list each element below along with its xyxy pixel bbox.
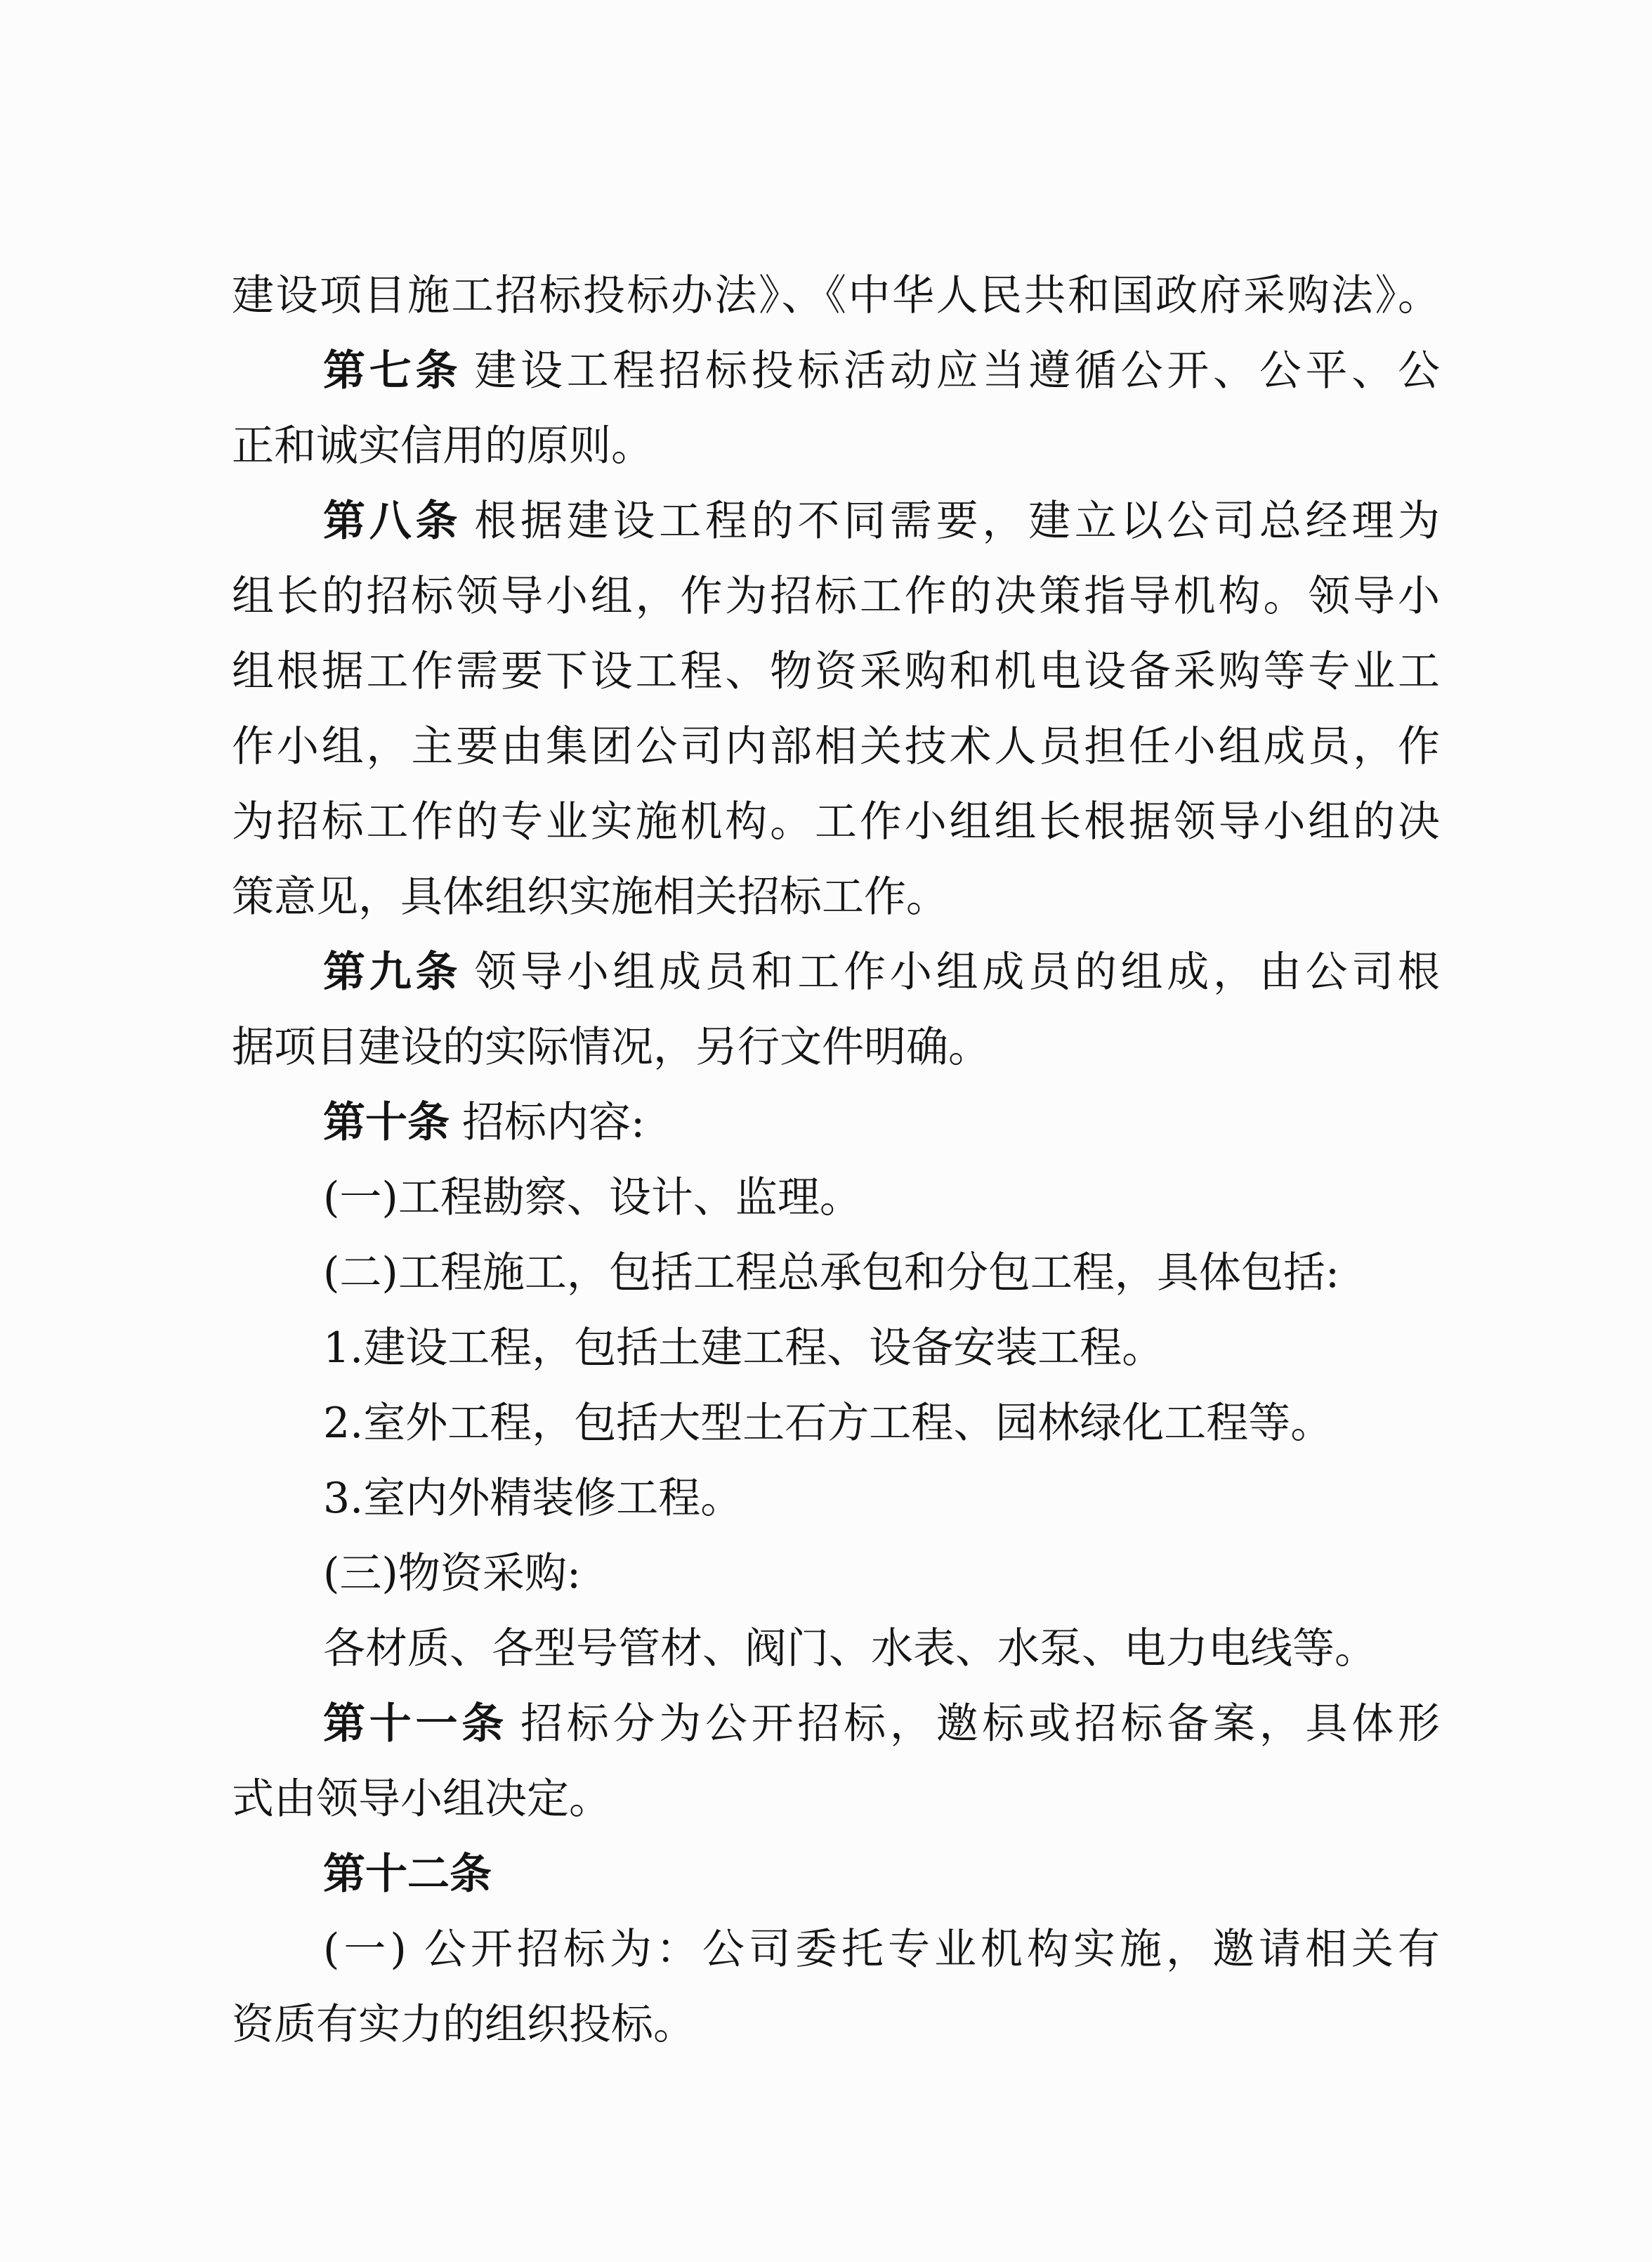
article-11-line: [232, 1687, 1440, 1762]
article-heading: 第九条: [323, 948, 462, 997]
article-heading: 第八条: [323, 497, 462, 546]
list-item: 3.室内外精装修工程。: [323, 1474, 743, 1523]
article-heading: 第十条: [323, 1098, 450, 1147]
text-line: 式由领导小组决定。: [232, 1774, 611, 1824]
text: 招标分为公开招标，邀标或招标备案，具体形: [520, 1699, 1440, 1748]
list-item: (三)物资采购:: [323, 1549, 582, 1598]
text-line: 据项目建设的实际情况，另行文件明确。: [232, 1023, 990, 1072]
list-item: (二)工程施工，包括工程总承包和分包工程，具体包括:: [323, 1248, 1340, 1297]
text-line: 作小组，主要由集团公司内部相关技术人员担任小组成员，作: [232, 722, 1440, 771]
list-item: 2.室外工程，包括大型土石方工程、园林绿化工程等。: [323, 1399, 1333, 1448]
text-line: 资质有实力的组织投标。: [232, 2000, 695, 2049]
text-line: 为招标工作的专业实施机构。工作小组组长根据领导小组的决: [232, 797, 1440, 846]
article-12-line: [232, 1837, 1440, 1912]
text: 建设工程招标投标活动应当遵循公开、公平、公: [474, 346, 1440, 395]
document-body: [232, 259, 1440, 2062]
article-7-line: [232, 334, 1440, 409]
article-10-line: [232, 1085, 1440, 1161]
article-heading: 第七条: [323, 346, 462, 395]
text-line: (一) 公开招标为：公司委托专业机构实施，邀请相关有: [323, 1925, 1440, 1974]
text: 领导小组成员和工作小组成员的组成，由公司根: [474, 948, 1440, 997]
text: 招标内容:: [462, 1098, 645, 1147]
text-line: 组根据工作需要下设工程、物资采购和机电设备采购等专业工: [232, 647, 1440, 696]
text-line: 建设项目施工招标投标办法》、《中华人民共和国政府采购法》。: [232, 271, 1440, 320]
text-line: 正和诚实信用的原则。: [232, 421, 653, 471]
article-heading: 第十一条: [323, 1699, 508, 1748]
text: 根据建设工程的不同需要，建立以公司总经理为: [474, 497, 1440, 546]
article-9-line: [232, 935, 1440, 1010]
list-item: (一)工程勘察、设计、监理。: [323, 1173, 862, 1222]
article-heading: 第十二条: [323, 1850, 492, 1899]
text-line: 组长的招标领导小组，作为招标工作的决策指导机构。领导小: [232, 572, 1440, 621]
list-item: 1.建设工程，包括土建工程、设备安装工程。: [323, 1323, 1165, 1373]
article-8-line: [232, 484, 1440, 559]
text-line: 策意见，具体组织实施相关招标工作。: [232, 872, 948, 922]
list-item: 各材质、各型号管材、阀门、水表、水泵、电力电线等。: [323, 1624, 1377, 1673]
